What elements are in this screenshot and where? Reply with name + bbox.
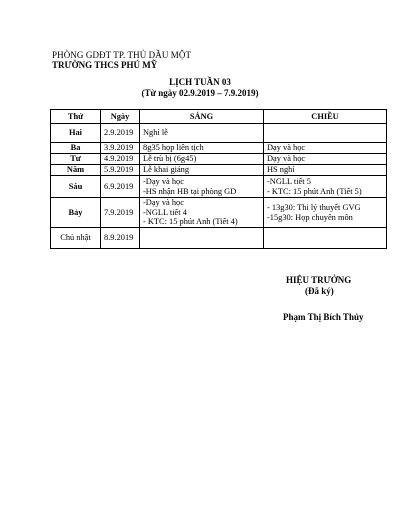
table-row <box>51 143 387 154</box>
afternoon-entry: -NGLL tiết 5 <box>267 176 311 186</box>
morning-entry: -Dạy và học <box>143 198 184 208</box>
table-row <box>51 154 387 165</box>
schedule-title: LỊCH TUẦN 03 <box>169 77 231 87</box>
signature-title: HIỆU TRƯỞNG <box>286 275 352 285</box>
morning-entry: -HS nhận HB tại phòng GD <box>143 186 237 196</box>
afternoon-cell <box>264 176 387 198</box>
schedule-date-range: (Từ ngày 02.9.2019 – 7.9.2019) <box>141 88 259 98</box>
table-row <box>51 124 387 143</box>
column-header-date: Ngày <box>101 110 140 124</box>
table-row <box>51 165 387 176</box>
afternoon-cell <box>264 154 387 165</box>
table-header-row <box>51 110 387 124</box>
day-cell: Ba <box>51 143 101 154</box>
afternoon-entry: HS nghỉ <box>267 165 295 175</box>
column-header-day: Thứ <box>51 110 101 124</box>
afternoon-entry: Dạy và học <box>267 143 306 153</box>
morning-entry: Nghỉ lễ <box>143 128 168 138</box>
department-name: PHÒNG GDĐT TP. THỦ DẦU MỘT <box>52 50 192 60</box>
column-header-afternoon: CHIỀU <box>264 110 387 124</box>
day-cell: Bảy <box>51 198 101 228</box>
morning-entry: Lễ khai giảng <box>143 165 190 175</box>
morning-entry: -Dạy và học <box>143 176 184 186</box>
date-cell: 6.9.2019 <box>101 176 140 198</box>
morning-cell <box>140 176 264 198</box>
afternoon-cell <box>264 124 387 143</box>
morning-cell <box>140 228 264 249</box>
date-cell: 7.9.2019 <box>101 198 140 228</box>
morning-cell <box>140 124 264 143</box>
date-cell: 3.9.2019 <box>101 143 140 154</box>
morning-entry: 8g35 họp liên tịch <box>143 143 204 153</box>
morning-entry: -NGLL tiết 4 <box>143 207 187 217</box>
afternoon-entry: - 13g30: Thi lý thuyết GVG <box>267 202 361 212</box>
date-cell: 5.9.2019 <box>101 165 140 176</box>
afternoon-entry: Dạy và học <box>267 154 306 164</box>
day-cell: Năm <box>51 165 101 176</box>
morning-cell <box>140 143 264 154</box>
signatory-name: Phạm Thị Bích Thủy <box>283 312 364 322</box>
table-row <box>51 228 387 249</box>
afternoon-cell <box>264 143 387 154</box>
table-row <box>51 198 387 228</box>
morning-entry: - KTC: 15 phút Anh (Tiết 4) <box>143 217 238 227</box>
day-cell: Chủ nhật <box>51 228 101 249</box>
morning-entry: Lễ trù bị (6g45) <box>143 154 197 164</box>
afternoon-cell <box>264 165 387 176</box>
signature-note: (Đã ký) <box>305 286 334 296</box>
afternoon-entry: - KTC: 15 phút Anh (Tiết 5) <box>267 186 362 196</box>
column-header-morning: SÁNG <box>140 110 264 124</box>
school-name: TRƯỜNG THCS PHÚ MỸ <box>52 60 158 70</box>
date-cell: 8.9.2019 <box>101 228 140 249</box>
afternoon-entry: -15g30: Họp chuyên môn <box>267 212 353 222</box>
afternoon-cell <box>264 198 387 228</box>
afternoon-cell <box>264 228 387 249</box>
morning-cell <box>140 154 264 165</box>
day-cell: Tư <box>51 154 101 165</box>
day-cell: Sáu <box>51 176 101 198</box>
date-cell: 2.9.2019 <box>101 124 140 143</box>
day-cell: Hai <box>51 124 101 143</box>
morning-cell <box>140 165 264 176</box>
weekly-schedule-table <box>50 109 387 249</box>
date-cell: 4.9.2019 <box>101 154 140 165</box>
morning-cell <box>140 198 264 228</box>
table-row <box>51 176 387 198</box>
